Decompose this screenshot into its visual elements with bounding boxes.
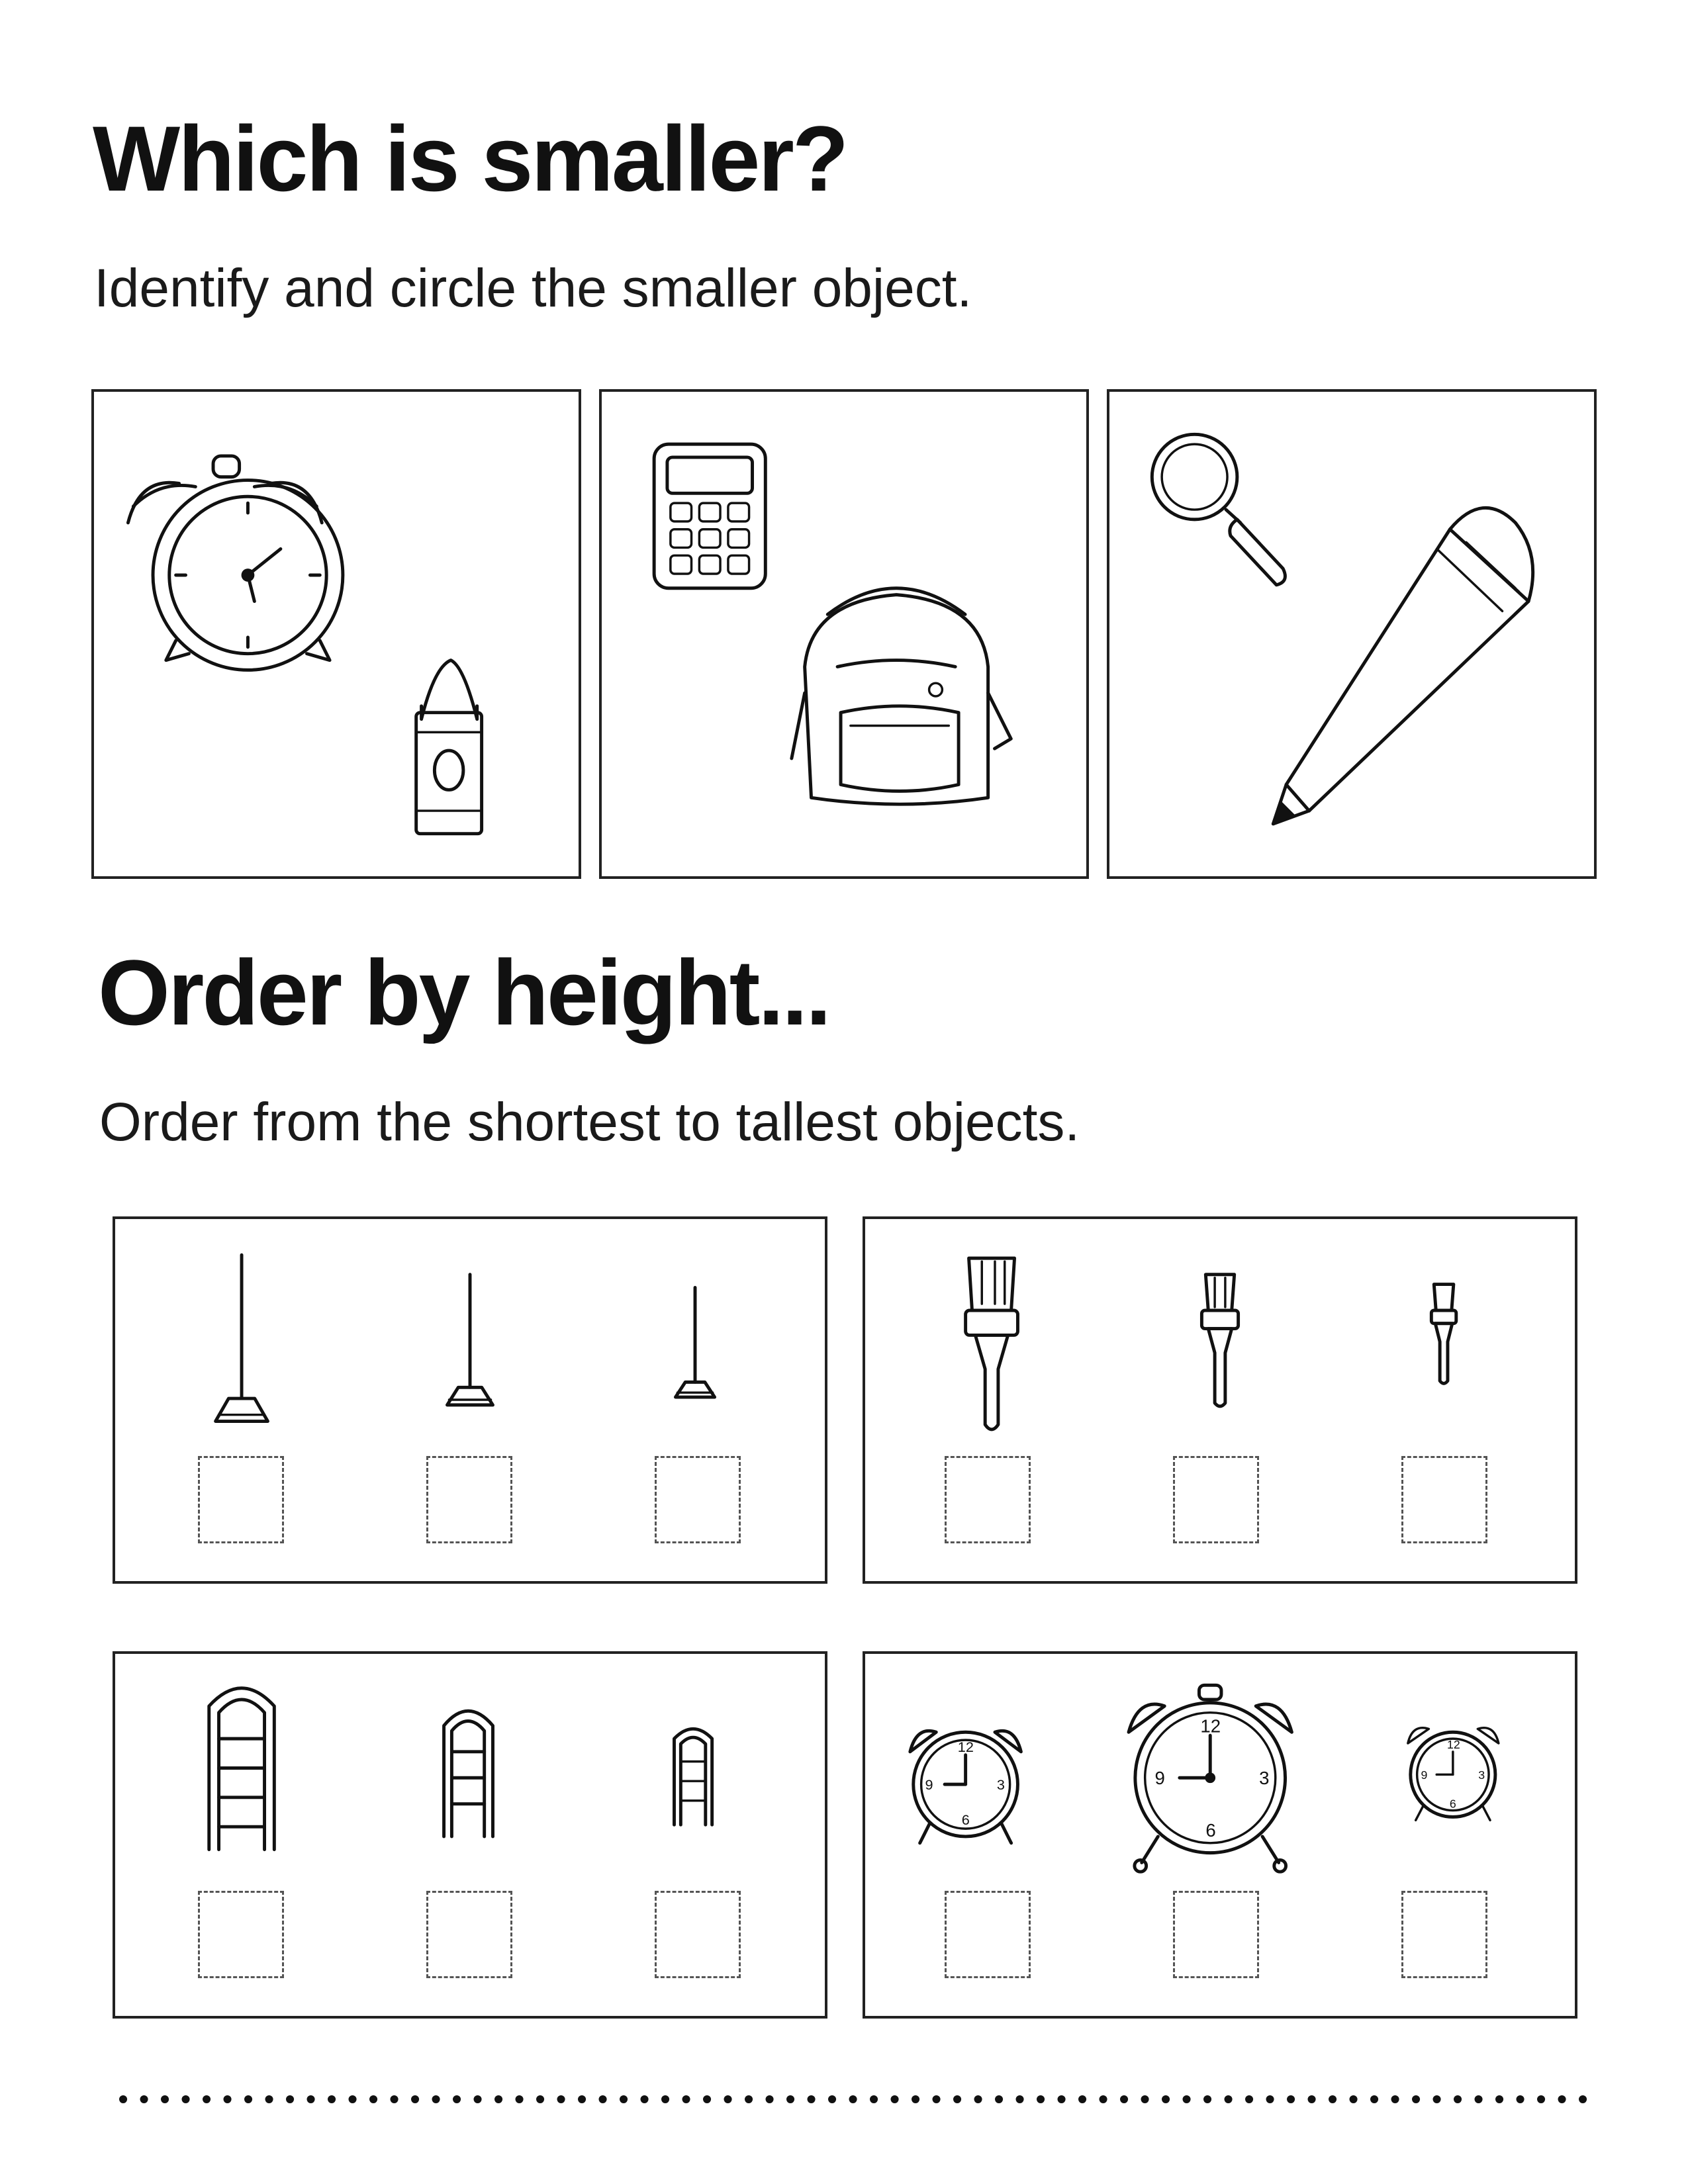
section1-instruction: Identify and circle the smaller object. [94,258,972,318]
broom-icon[interactable] [675,1287,714,1397]
calculator-icon[interactable] [654,444,765,588]
paintbrush-icon[interactable] [966,1258,1018,1430]
answer-box[interactable] [655,1456,741,1543]
broom-icon[interactable] [447,1275,493,1405]
compare-box-calculator-backpack [599,389,1089,879]
alarm-clock-icon[interactable] [1129,1685,1291,1872]
clock-numeral: 9 [925,1776,933,1794]
clock-numeral: 3 [1259,1768,1270,1789]
order-box-paintbrushes [863,1216,1577,1584]
crayon-icon[interactable] [416,660,482,834]
broom-icon[interactable] [216,1255,268,1421]
answer-box[interactable] [198,1456,284,1543]
order-box-brooms [113,1216,827,1584]
stepladder-icon[interactable] [209,1688,275,1850]
clock-numeral: 3 [1478,1768,1485,1782]
answer-box[interactable] [1401,1456,1487,1543]
answer-box[interactable] [655,1891,741,1978]
section2-instruction: Order from the shortest to tallest objects. [99,1092,1080,1152]
dotted-divider [119,2091,1589,2107]
pencil-icon[interactable] [1273,508,1532,824]
answer-box[interactable] [1401,1891,1487,1978]
magnifying-glass-icon[interactable] [1152,434,1285,585]
paintbrush-icon[interactable] [1431,1285,1456,1384]
answer-box[interactable] [1173,1891,1259,1978]
clock-numeral: 12 [957,1738,974,1755]
clock-numeral: 6 [1205,1819,1216,1841]
stepladder-icon[interactable] [674,1729,712,1825]
order-box-ladders [113,1651,827,2019]
compare-box-magnifier-pencil [1107,389,1597,879]
clock-numeral: 12 [1446,1737,1460,1751]
answer-box[interactable] [945,1456,1031,1543]
answer-box[interactable] [426,1456,512,1543]
clock-numeral: 9 [1421,1768,1428,1782]
stepladder-icon[interactable] [444,1711,493,1837]
answer-box[interactable] [1173,1456,1259,1543]
answer-box[interactable] [945,1891,1031,1978]
section1-title: Which is smaller? [93,107,847,210]
clock-numeral: 12 [1200,1715,1221,1737]
clock-numeral: 3 [996,1776,1005,1794]
backpack-icon[interactable] [792,588,1011,804]
section2-title: Order by height... [98,940,830,1044]
alarm-clock-icon[interactable] [910,1731,1021,1843]
compare-box-clock-crayon [91,389,581,879]
paintbrush-icon[interactable] [1201,1275,1238,1406]
clock-numeral: 6 [1449,1797,1456,1811]
clock-numeral: 6 [961,1811,970,1829]
alarm-clock-icon[interactable] [128,456,342,670]
clock-numeral: 9 [1154,1768,1165,1789]
alarm-clock-icon[interactable] [1408,1728,1499,1821]
order-box-clocks [863,1651,1577,2019]
answer-box[interactable] [426,1891,512,1978]
answer-box[interactable] [198,1891,284,1978]
